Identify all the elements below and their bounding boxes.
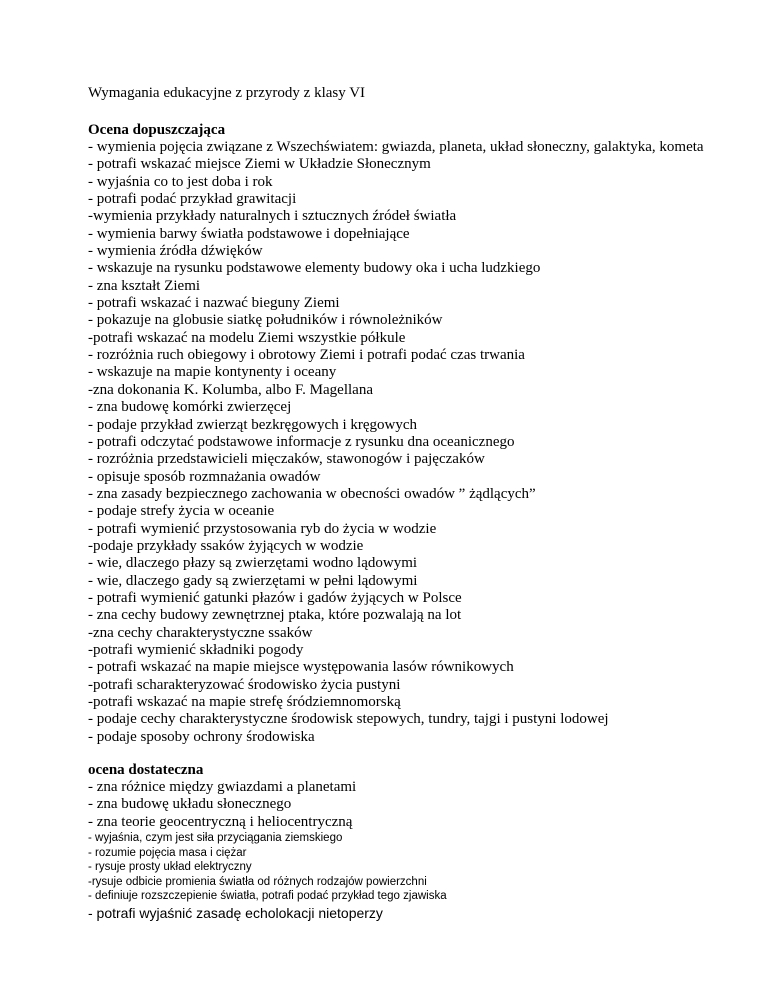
list-item: -potrafi wskazać na modelu Ziemi wszystkie półkule xyxy=(88,329,406,346)
list-item: - pokazuje na globusie siatkę południków i równoleżników xyxy=(88,312,443,329)
list-item: - wymienia źródła dźwięków xyxy=(88,243,263,260)
list-item: - wymienia pojęcia związane z Wszechświatem: gwiazda, planeta, układ słoneczny, galaktyka, kometa xyxy=(88,139,704,155)
document-page xyxy=(88,84,758,922)
list-item: - wie, dlaczego płazy są zwierzętami wodno lądowymi xyxy=(88,555,418,572)
list-item: - zna cechy budowy zewnętrznej ptaka, które pozwalają na lot xyxy=(88,607,462,624)
list-item: - opisuje sposób rozmnażania owadów xyxy=(88,468,321,485)
list-item: - wymienia barwy światła podstawowe i dopełniające xyxy=(88,225,410,242)
list-item: -rysuje odbicie promienia światła od różnych rodzajów powierzchni xyxy=(88,875,427,888)
list-item: -zna dokonania K. Kolumba, albo F. Magellana xyxy=(88,381,373,398)
list-item: - rozumie pojęcia masa i ciężar xyxy=(88,846,247,859)
list-item: - potrafi odczytać podstawowe informacje z rysunku dna oceanicznego xyxy=(88,433,515,450)
list-item: - zna budowę układu słonecznego xyxy=(88,796,292,813)
list-item: -potrafi scharakteryzować środowisko życia pustyni xyxy=(88,676,401,693)
list-item: -potrafi wskazać na mapie strefę śródziemnomorską xyxy=(88,694,401,710)
list-item: - podaje przykład zwierząt bezkręgowych i kręgowych xyxy=(88,416,418,433)
list-item: - podaje sposoby ochrony środowiska xyxy=(88,728,315,745)
list-item: - potrafi podać przykład grawitacji xyxy=(88,191,297,208)
list-item: - potrafi wymienić gatunki płazów i gadów żyjących w Polsce xyxy=(88,589,462,606)
list-item: - podaje cechy charakterystyczne środowisk stepowych, tundry, tajgi i pustyni lodowej xyxy=(88,711,609,728)
list-item: - rozróżnia przedstawicieli mięczaków, stawonogów i pajęczaków xyxy=(88,451,485,468)
list-item: - wskazuje na mapie kontynenty i oceany xyxy=(88,364,337,381)
section-heading: ocena dostateczna xyxy=(88,762,204,779)
list-item: - zna kształt Ziemi xyxy=(88,277,201,294)
section-heading: Ocena dopuszczająca xyxy=(88,122,226,138)
list-item: - definiuje rozszczepienie światła, potrafi podać przykład tego zjawiska xyxy=(88,890,447,903)
list-item: - rysuje prosty układ elektryczny xyxy=(88,861,252,874)
list-item: - podaje strefy życia w oceanie xyxy=(88,503,275,520)
list-item: -zna cechy charakterystyczne ssaków xyxy=(88,624,313,641)
list-item: - zna różnice między gwiazdami a planetami xyxy=(88,779,357,796)
list-item: - rozróżnia ruch obiegowy i obrotowy Ziemi i potrafi podać czas trwania xyxy=(88,347,525,364)
list-item: - wie, dlaczego gady są zwierzętami w pełni lądowymi xyxy=(88,572,418,589)
list-item: - potrafi wskazać miejsce Ziemi w Układzie Słonecznym xyxy=(88,156,431,173)
list-item: - wskazuje na rysunku podstawowe elementy budowy oka i ucha ludzkiego xyxy=(88,260,541,277)
document-title: Wymagania edukacyjne z przyrody z klasy VI xyxy=(88,85,366,101)
list-item: - potrafi wymienić przystosowania ryb do życia w wodzie xyxy=(88,520,437,537)
list-item: - potrafi wskazać na mapie miejsce występowania lasów równikowych xyxy=(88,659,514,676)
section-ocena-dostateczna xyxy=(88,762,758,922)
section-ocena-dopuszczajaca xyxy=(88,122,758,746)
list-item: - potrafi wskazać i nazwać bieguny Ziemi xyxy=(88,295,340,312)
list-item: - zna teorie geocentryczną i heliocentryczną xyxy=(88,813,353,830)
list-item: - zna budowę komórki zwierzęcej xyxy=(88,399,292,416)
list-item: - wyjaśnia, czym jest siła przyciągania ziemskiego xyxy=(88,832,343,845)
list-item: - potrafi wyjaśnić zasadę echolokacji nietoperzy xyxy=(88,904,383,921)
list-item: -potrafi wymienić składniki pogody xyxy=(88,641,304,658)
requirement-list xyxy=(88,139,758,746)
requirement-list xyxy=(88,779,758,831)
list-item: -podaje przykłady ssaków żyjących w wodzie xyxy=(88,537,364,554)
requirement-list-tail xyxy=(88,904,758,922)
requirement-list-small xyxy=(88,831,758,904)
list-item: - zna zasady bezpiecznego zachowania w obecności owadów ” żądlących” xyxy=(88,485,536,502)
list-item: - wyjaśnia co to jest doba i rok xyxy=(88,173,273,190)
list-item: -wymienia przykłady naturalnych i sztucznych źródeł światła xyxy=(88,208,457,225)
